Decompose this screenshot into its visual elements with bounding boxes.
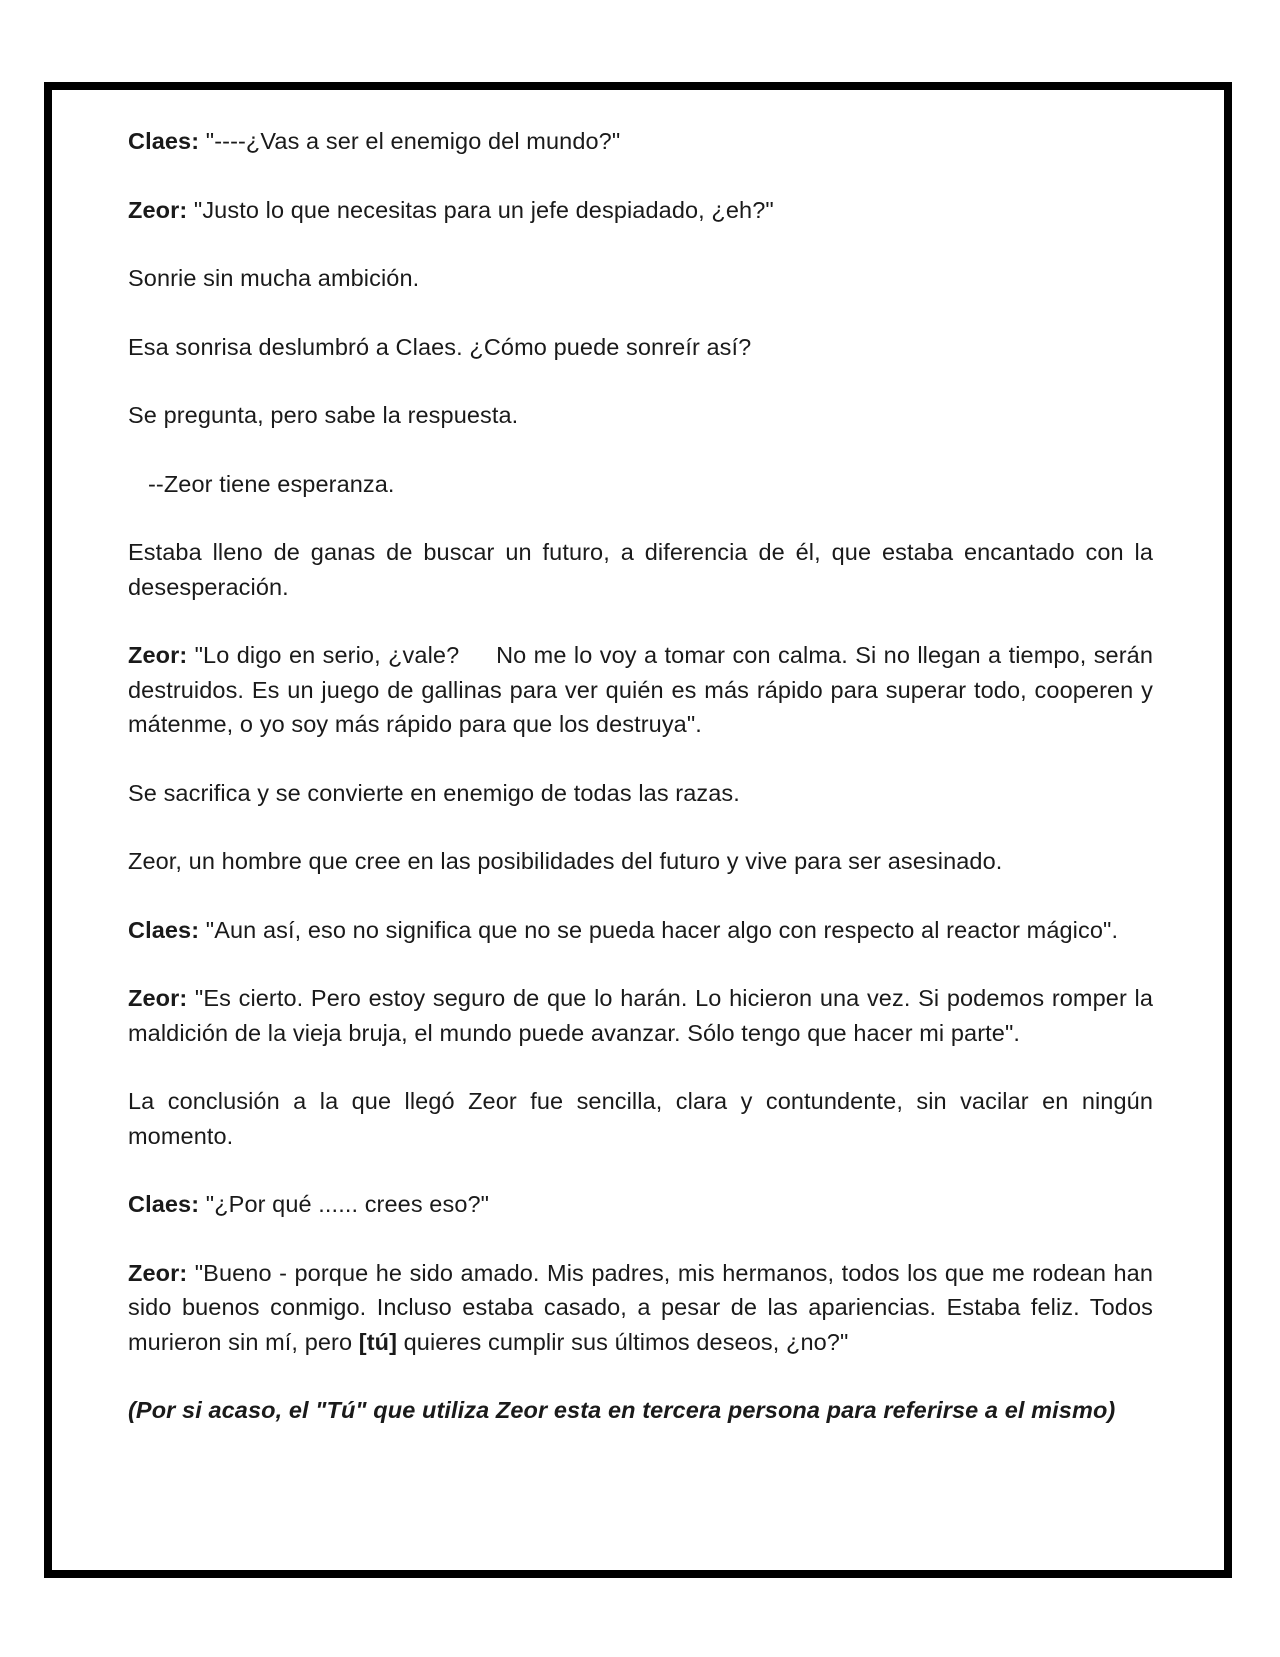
dialogue-text: "----¿Vas a ser el enemigo del mundo?" xyxy=(199,128,621,154)
dialogue-text: "Bueno - porque he sido amado. Mis padres, mis hermanos, todos los que me rodean han sido buenos conmigo. Incluso estaba casado, a pesar de las apariencias. Estaba feliz. Todos murieron sin mí, pero xyxy=(128,1259,1153,1355)
dialogue-line xyxy=(128,981,1153,1050)
speaker-name: Zeor: xyxy=(128,1259,188,1286)
dialogue-text: quieres cumplir sus últimos deseos, ¿no?" xyxy=(397,1328,849,1355)
translator-note: (Por si acaso, el "Tú" que utiliza Zeor esta en tercera persona para referirse a el mismo) xyxy=(128,1397,1116,1423)
dialogue-line xyxy=(128,638,1160,742)
dialogue-line xyxy=(128,913,1153,948)
speaker-name: Claes: xyxy=(128,1191,200,1217)
narration-paragraph: Estaba lleno de ganas de buscar un futuro, a diferencia de él, que estaba encantado con la desesperación. xyxy=(128,539,1153,600)
speaker-name: Claes: xyxy=(128,128,200,154)
narration-paragraph: Se sacrifica y se convierte en enemigo de todas las razas. xyxy=(128,779,740,806)
speaker-name: Zeor: xyxy=(128,196,188,223)
dialogue-text: "¿Por qué ...... crees eso?" xyxy=(199,1191,490,1217)
narration-paragraph: Se pregunta, pero sabe la respuesta. xyxy=(128,402,519,428)
narration-paragraph: --Zeor tiene esperanza. xyxy=(148,470,395,497)
document-body xyxy=(128,124,1160,1462)
dialogue-text: "Es cierto. Pero estoy seguro de que lo harán. Lo hicieron una vez. Si podemos romper la maldición de la vieja bruja, el mundo puede avanzar. Sólo tengo que hacer mi parte". xyxy=(128,985,1153,1046)
emphasized-pronoun: [tú] xyxy=(358,1328,397,1355)
speaker-name: Claes: xyxy=(128,916,200,943)
dialogue-line xyxy=(128,1256,1153,1360)
dialogue-text: "Aun así, eso no significa que no se pueda hacer algo con respecto al reactor mágico". xyxy=(199,916,1119,943)
speaker-name: Zeor: xyxy=(128,985,188,1011)
dialogue-line xyxy=(128,124,1153,159)
dialogue-text: "Justo lo que necesitas para un jefe despiadado, ¿eh?" xyxy=(187,196,774,223)
narration-paragraph: Esa sonrisa deslumbró a Claes. ¿Cómo puede sonreír así? xyxy=(128,333,752,360)
narration-paragraph: Sonrie sin mucha ambición. xyxy=(128,265,420,291)
speaker-name: Zeor: xyxy=(128,642,188,668)
dialogue-text: "Lo digo en serio, ¿vale? No me lo voy a tomar con calma. Si no llegan a tiempo, serán destruidos. Es un juego de gallinas para ver quién es más rápido para superar todo, cooperen y mátenme, o yo soy más rápido para que los destruya". xyxy=(128,642,1160,737)
narration-paragraph: La conclusión a la que llegó Zeor fue sencilla, clara y contundente, sin vacilar en ningún momento. xyxy=(128,1088,1153,1149)
dialogue-line xyxy=(128,1187,1153,1222)
dialogue-line xyxy=(128,193,1153,228)
narration-paragraph: Zeor, un hombre que cree en las posibilidades del futuro y vive para ser asesinado. xyxy=(128,848,1003,874)
